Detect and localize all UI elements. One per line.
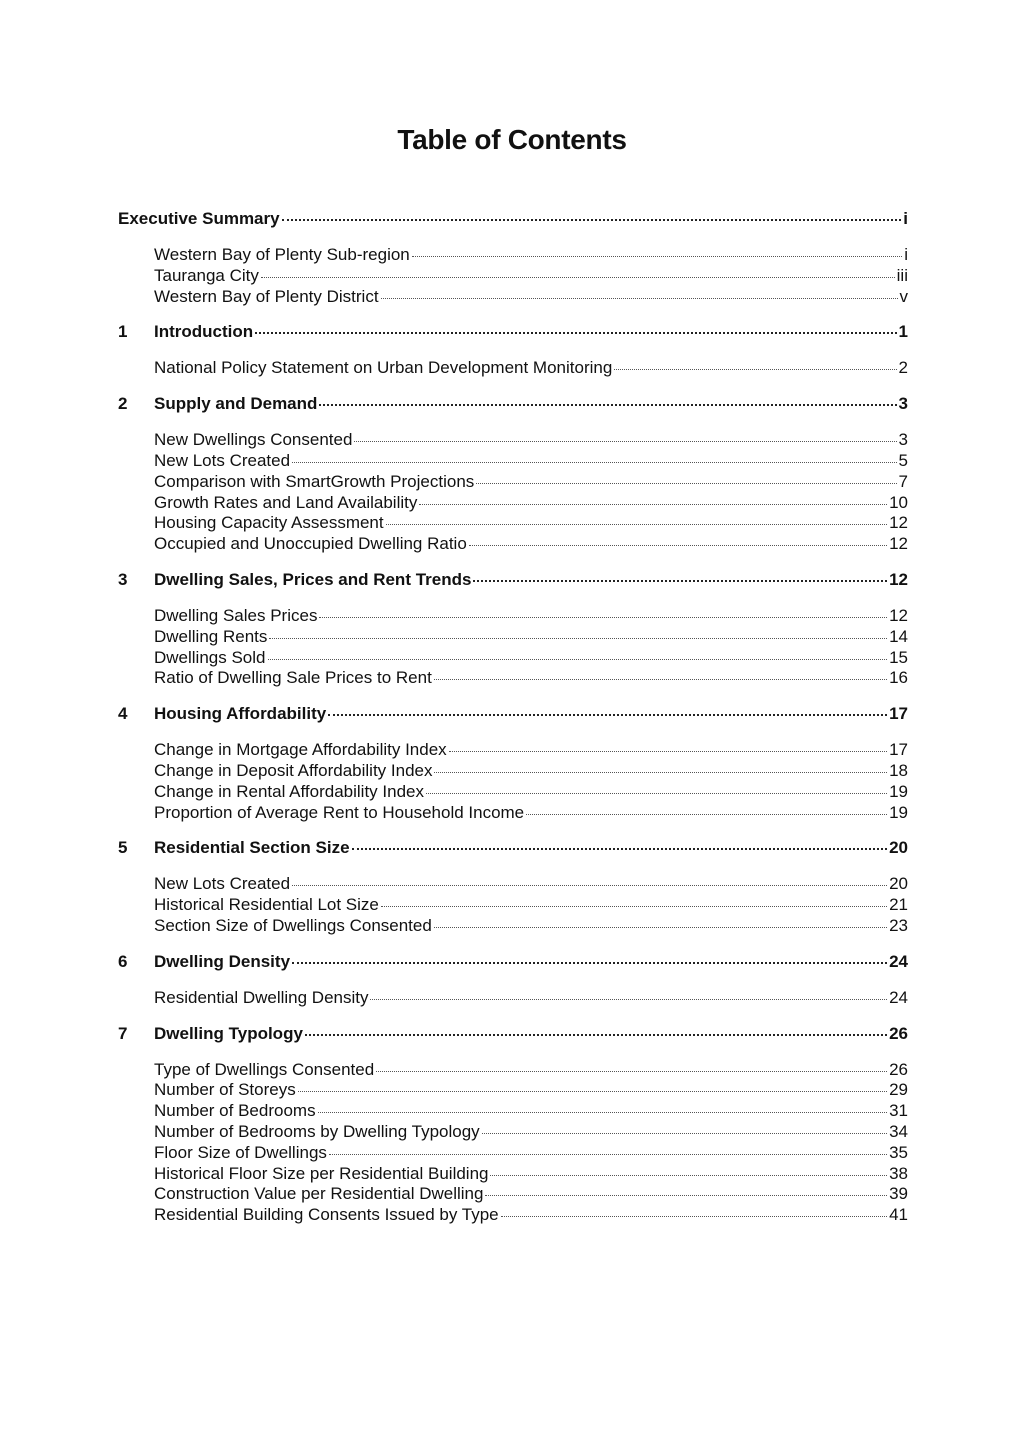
dot-leader — [419, 500, 887, 505]
toc-subentry[interactable] — [118, 266, 908, 287]
section-title: Residential Section Size — [154, 838, 350, 858]
toc-subentry[interactable] — [118, 627, 908, 648]
subentry-page-number: 17 — [889, 740, 908, 760]
subentry-title: Number of Bedrooms — [154, 1101, 316, 1121]
subentry-title: Housing Capacity Assessment — [154, 513, 384, 533]
subentry-title: Western Bay of Plenty Sub-region — [154, 245, 410, 264]
toc-subentry[interactable] — [118, 606, 908, 627]
subentry-page-number: v — [899, 286, 908, 306]
subentry-page-number: 38 — [889, 1163, 908, 1183]
subentry-page-number: 10 — [889, 492, 908, 512]
section-title: Dwelling Typology — [154, 1023, 303, 1043]
dot-leader — [376, 1067, 887, 1072]
section-title: Housing Affordability — [154, 704, 327, 724]
dot-leader — [269, 634, 887, 639]
section-number: 7 — [118, 1023, 128, 1043]
toc-section — [118, 1023, 908, 1226]
toc-subentry[interactable] — [118, 761, 908, 782]
dot-leader — [292, 458, 896, 463]
toc-heading-entry[interactable] — [118, 321, 908, 342]
toc-subentry[interactable] — [118, 1122, 908, 1143]
toc-subentry[interactable] — [118, 472, 908, 493]
subentry-title: Comparison with SmartGrowth Projections — [154, 471, 475, 491]
dot-leader — [381, 294, 898, 299]
subentry-page-number: 39 — [889, 1184, 908, 1204]
subentry-title: Change in Rental Affordability Index — [154, 781, 424, 801]
toc-subentry[interactable] — [118, 493, 908, 514]
dot-leader — [485, 1191, 887, 1196]
subentry-page-number: 3 — [898, 430, 908, 450]
toc-heading-entry[interactable] — [118, 1023, 908, 1044]
subentry-page-number: 14 — [889, 626, 908, 646]
section-title: Supply and Demand — [154, 394, 318, 414]
toc-heading-entry[interactable] — [118, 837, 908, 858]
dot-leader — [469, 541, 887, 546]
section-number: 3 — [118, 569, 128, 589]
subentry-page-number: iii — [896, 265, 908, 285]
toc-subentry[interactable] — [118, 430, 908, 451]
subentry-title: New Lots Created — [154, 874, 291, 894]
dot-leader — [386, 520, 887, 525]
subentry-title: Section Size of Dwellings Consented — [154, 915, 432, 935]
dot-leader — [292, 958, 887, 964]
dot-leader — [426, 789, 887, 794]
section-page-number: 12 — [889, 569, 908, 589]
section-page-number: 24 — [889, 951, 908, 971]
subentry-title: Residential Dwelling Density — [154, 987, 369, 1007]
section-number: 5 — [118, 838, 128, 858]
toc-subentry[interactable] — [118, 874, 908, 895]
toc-section — [118, 208, 908, 307]
toc-heading-entry[interactable] — [118, 703, 908, 724]
subentry-page-number: 19 — [889, 802, 908, 822]
dot-leader — [282, 215, 902, 221]
toc-section — [118, 393, 908, 555]
subentry-title: Historical Floor Size per Residential Building — [154, 1163, 489, 1183]
subentry-page-number: 5 — [898, 450, 908, 470]
toc-section — [118, 569, 908, 689]
dot-leader — [298, 1087, 887, 1092]
subentry-title: Tauranga City — [154, 265, 259, 285]
toc-subentry[interactable] — [118, 803, 908, 824]
subentry-page-number: i — [904, 245, 908, 264]
dot-leader — [268, 655, 888, 660]
dot-leader — [434, 768, 887, 773]
dot-leader — [305, 1030, 887, 1036]
subentry-page-number: 35 — [889, 1142, 908, 1162]
dot-leader — [381, 902, 887, 907]
subentry-page-number: 15 — [889, 647, 908, 667]
toc-subentry[interactable] — [118, 287, 908, 308]
toc-section — [118, 837, 908, 936]
subentry-title: Dwelling Rents — [154, 626, 268, 646]
section-page-number: 3 — [898, 394, 908, 414]
subentry-title: Ratio of Dwelling Sale Prices to Rent — [154, 668, 432, 688]
toc-subentry[interactable] — [118, 534, 908, 555]
subentry-page-number: 23 — [889, 915, 908, 935]
subentry-page-number: 16 — [889, 668, 908, 688]
dot-leader — [434, 675, 887, 680]
toc-subentry[interactable] — [118, 895, 908, 916]
toc-subentry[interactable] — [118, 648, 908, 669]
dot-leader — [501, 1212, 887, 1217]
section-page-number: 1 — [898, 322, 908, 342]
subentry-title: Occupied and Unoccupied Dwelling Ratio — [154, 534, 467, 554]
section-page-number: 26 — [889, 1023, 908, 1043]
dot-leader — [434, 923, 887, 928]
toc-subentry[interactable] — [118, 988, 908, 1009]
subentry-title: New Dwellings Consented — [154, 430, 353, 450]
toc-section — [118, 951, 908, 1009]
subentry-title: National Policy Statement on Urban Development Monitoring — [154, 358, 613, 378]
subentry-title: Western Bay of Plenty District — [154, 286, 379, 306]
dot-leader — [319, 400, 896, 406]
subentry-title: Dwellings Sold — [154, 647, 266, 667]
dot-leader — [449, 747, 887, 752]
section-title: Dwelling Sales, Prices and Rent Trends — [154, 569, 472, 589]
section-title: Executive Summary — [118, 209, 280, 228]
dot-leader — [354, 437, 896, 442]
dot-leader — [255, 328, 896, 334]
dot-leader — [292, 881, 887, 886]
toc-subentry[interactable] — [118, 451, 908, 472]
subentry-page-number: 12 — [889, 605, 908, 625]
section-number: 1 — [118, 322, 128, 342]
toc-subentry[interactable] — [118, 1205, 908, 1226]
dot-leader — [490, 1171, 887, 1176]
toc-subentry[interactable] — [118, 782, 908, 803]
subentry-title: Proportion of Average Rent to Household Income — [154, 802, 525, 822]
dot-leader — [412, 252, 902, 257]
subentry-page-number: 24 — [889, 987, 908, 1007]
toc-subentry[interactable] — [118, 1143, 908, 1164]
toc-subentry[interactable] — [118, 1164, 908, 1185]
subentry-title: Floor Size of Dwellings — [154, 1142, 327, 1162]
toc-section — [118, 321, 908, 379]
subentry-title: New Lots Created — [154, 450, 291, 470]
toc-subentry[interactable] — [118, 668, 908, 689]
subentry-title: Growth Rates and Land Availability — [154, 492, 418, 512]
dot-leader — [328, 710, 887, 716]
toc-heading-entry[interactable] — [118, 393, 908, 414]
subentry-page-number: 21 — [889, 895, 908, 915]
dot-leader — [319, 613, 887, 618]
toc-subentry[interactable] — [118, 513, 908, 534]
subentry-page-number: 26 — [889, 1059, 908, 1079]
section-page-number: i — [903, 209, 908, 228]
subentry-page-number: 41 — [889, 1205, 908, 1225]
subentry-page-number: 18 — [889, 760, 908, 780]
subentry-page-number: 20 — [889, 874, 908, 894]
subentry-page-number: 12 — [889, 534, 908, 554]
toc-subentry[interactable] — [118, 245, 908, 266]
subentry-title: Change in Mortgage Affordability Index — [154, 740, 447, 760]
subentry-title: Dwelling Sales Prices — [154, 605, 318, 625]
dot-leader — [370, 995, 887, 1000]
subentry-page-number: 31 — [889, 1101, 908, 1121]
toc-section — [118, 703, 908, 823]
section-number: 4 — [118, 704, 128, 724]
subentry-page-number: 12 — [889, 513, 908, 533]
subentry-page-number: 34 — [889, 1121, 908, 1141]
dot-leader — [526, 810, 887, 815]
dot-leader — [476, 479, 896, 484]
dot-leader — [261, 273, 895, 278]
section-number: 6 — [118, 951, 128, 971]
dot-leader — [329, 1150, 887, 1155]
dot-leader — [318, 1108, 888, 1113]
page-title: Table of Contents — [397, 124, 627, 155]
section-number: 2 — [118, 394, 128, 414]
toc-subentry[interactable] — [118, 1080, 908, 1101]
subentry-title: Construction Value per Residential Dwelling — [154, 1184, 484, 1204]
dot-leader — [352, 844, 888, 850]
toc-subentry[interactable] — [118, 358, 908, 379]
subentry-page-number: 7 — [898, 471, 908, 491]
toc-subentry[interactable] — [118, 1060, 908, 1081]
dot-leader — [473, 576, 887, 582]
dot-leader — [482, 1129, 887, 1134]
toc-subentry[interactable] — [118, 1184, 908, 1205]
table-of-contents — [118, 208, 908, 1240]
dot-leader — [614, 365, 896, 370]
toc-subentry[interactable] — [118, 916, 908, 937]
toc-subentry[interactable] — [118, 740, 908, 761]
subentry-title: Historical Residential Lot Size — [154, 895, 379, 915]
subentry-title: Change in Deposit Affordability Index — [154, 760, 433, 780]
subentry-title: Number of Storeys — [154, 1080, 296, 1100]
subentry-title: Residential Building Consents Issued by Type — [154, 1205, 499, 1225]
section-page-number: 20 — [889, 838, 908, 858]
subentry-title: Type of Dwellings Consented — [154, 1059, 375, 1079]
subentry-page-number: 2 — [898, 358, 908, 378]
toc-heading-entry[interactable] — [118, 569, 908, 590]
toc-heading-entry[interactable] — [118, 951, 908, 972]
section-page-number: 17 — [889, 704, 908, 724]
toc-heading-entry[interactable] — [118, 208, 908, 229]
subentry-page-number: 19 — [889, 781, 908, 801]
subentry-page-number: 29 — [889, 1080, 908, 1100]
toc-subentry[interactable] — [118, 1101, 908, 1122]
subentry-title: Number of Bedrooms by Dwelling Typology — [154, 1121, 480, 1141]
section-title: Dwelling Density — [154, 951, 291, 971]
section-title: Introduction — [154, 322, 254, 342]
